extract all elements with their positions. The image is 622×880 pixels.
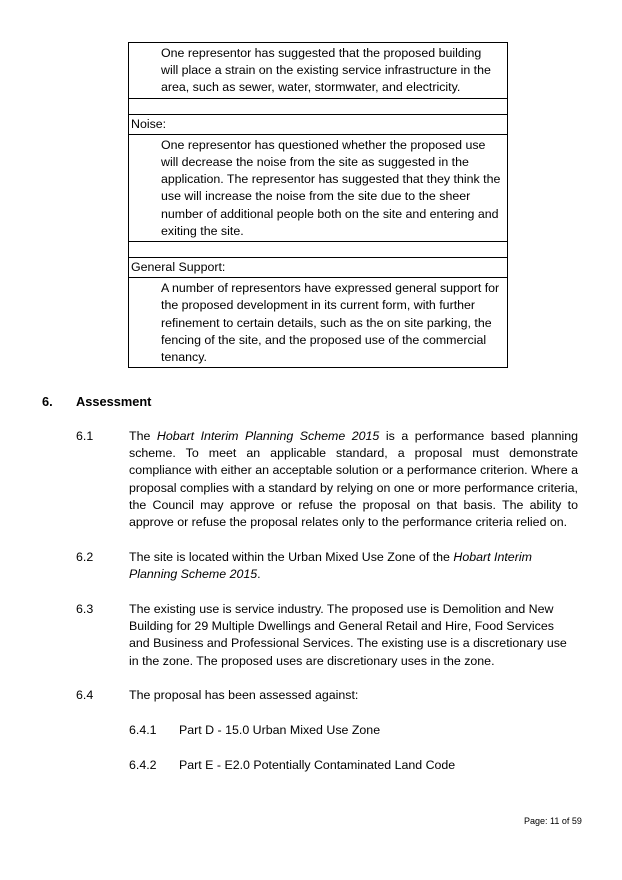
paragraph-number: 6.3 — [76, 602, 94, 616]
subitem-text: Part D - 15.0 Urban Mixed Use Zone — [179, 723, 381, 737]
subitem-text: Part E - E2.0 Potentially Contaminated Land Code — [179, 758, 456, 772]
paragraph-6-3 — [76, 601, 578, 670]
subitem-number: 6.4.1 — [129, 723, 157, 737]
paragraph-number: 6.2 — [76, 550, 94, 564]
paragraph-6-4 — [76, 687, 578, 704]
paragraph-text: The proposal has been assessed against: — [129, 688, 359, 702]
general-support-heading: General Support: — [129, 258, 508, 278]
noise-heading: Noise: — [129, 114, 508, 134]
subitem-6-4-2 — [129, 757, 455, 774]
paragraph-text: The site is located within the Urban Mixed Use Zone of the Hobart Interim Planning Scheme 2015. — [129, 550, 532, 582]
table-spacer-row — [129, 242, 508, 258]
table-row — [129, 134, 508, 241]
table-row — [129, 114, 508, 134]
page-number: Page: 11 of 59 — [524, 816, 582, 826]
representations-table — [128, 42, 508, 368]
table-row — [129, 278, 508, 368]
table-spacer-row — [129, 98, 508, 114]
section-number: 6. — [42, 394, 53, 409]
paragraph-text: The Hobart Interim Planning Scheme 2015 is a performance based planning scheme. To meet an applicable standard, a proposal must demonstrate compliance with either an acceptable solution or a performance criterion. Where a proposal complies with a standard by relying on one or more performance criteria, the Council may approve or refuse the proposal on that basis. The ability to approve or refuse the proposal relates only to the performance criteria relied on. — [129, 429, 578, 530]
subitem-number: 6.4.2 — [129, 758, 157, 772]
general-support-comment: A number of representors have expressed general support for the proposed development in its current form, with further refinement to certain details, such as the on site parking, the fencing of the site, and the proposed use of the commercial tenancy. — [129, 278, 508, 368]
subitem-6-4-1 — [129, 722, 380, 739]
noise-comment: One representor has questioned whether the proposed use will decrease the noise from the site as suggested in the application. The representor has suggested that they think the use will increase the noise from the site due to the sheer number of additional people both on the site and entering and exiting the site. — [129, 134, 508, 241]
table-row — [129, 258, 508, 278]
paragraph-text: The existing use is service industry. The proposed use is Demolition and New Building for 29 Multiple Dwellings and General Retail and Hire, Food Services and Business and Professional Services. The existing use is a discretionary use in the zone. The proposed uses are discretionary uses in the zone. — [129, 602, 567, 668]
scheme-name: Hobart Interim Planning Scheme 2015 — [129, 550, 532, 582]
paragraph-number: 6.1 — [76, 429, 94, 443]
section-title: Assessment — [76, 394, 152, 409]
paragraph-6-1 — [76, 428, 578, 531]
infrastructure-comment: One representor has suggested that the proposed building will place a strain on the existing service infrastructure in the area, such as sewer, water, stormwater, and electricity. — [129, 43, 508, 99]
paragraph-number: 6.4 — [76, 688, 94, 702]
paragraph-6-2 — [76, 549, 578, 583]
scheme-name: Hobart Interim Planning Scheme 2015 — [156, 429, 380, 443]
table-row — [129, 43, 508, 99]
